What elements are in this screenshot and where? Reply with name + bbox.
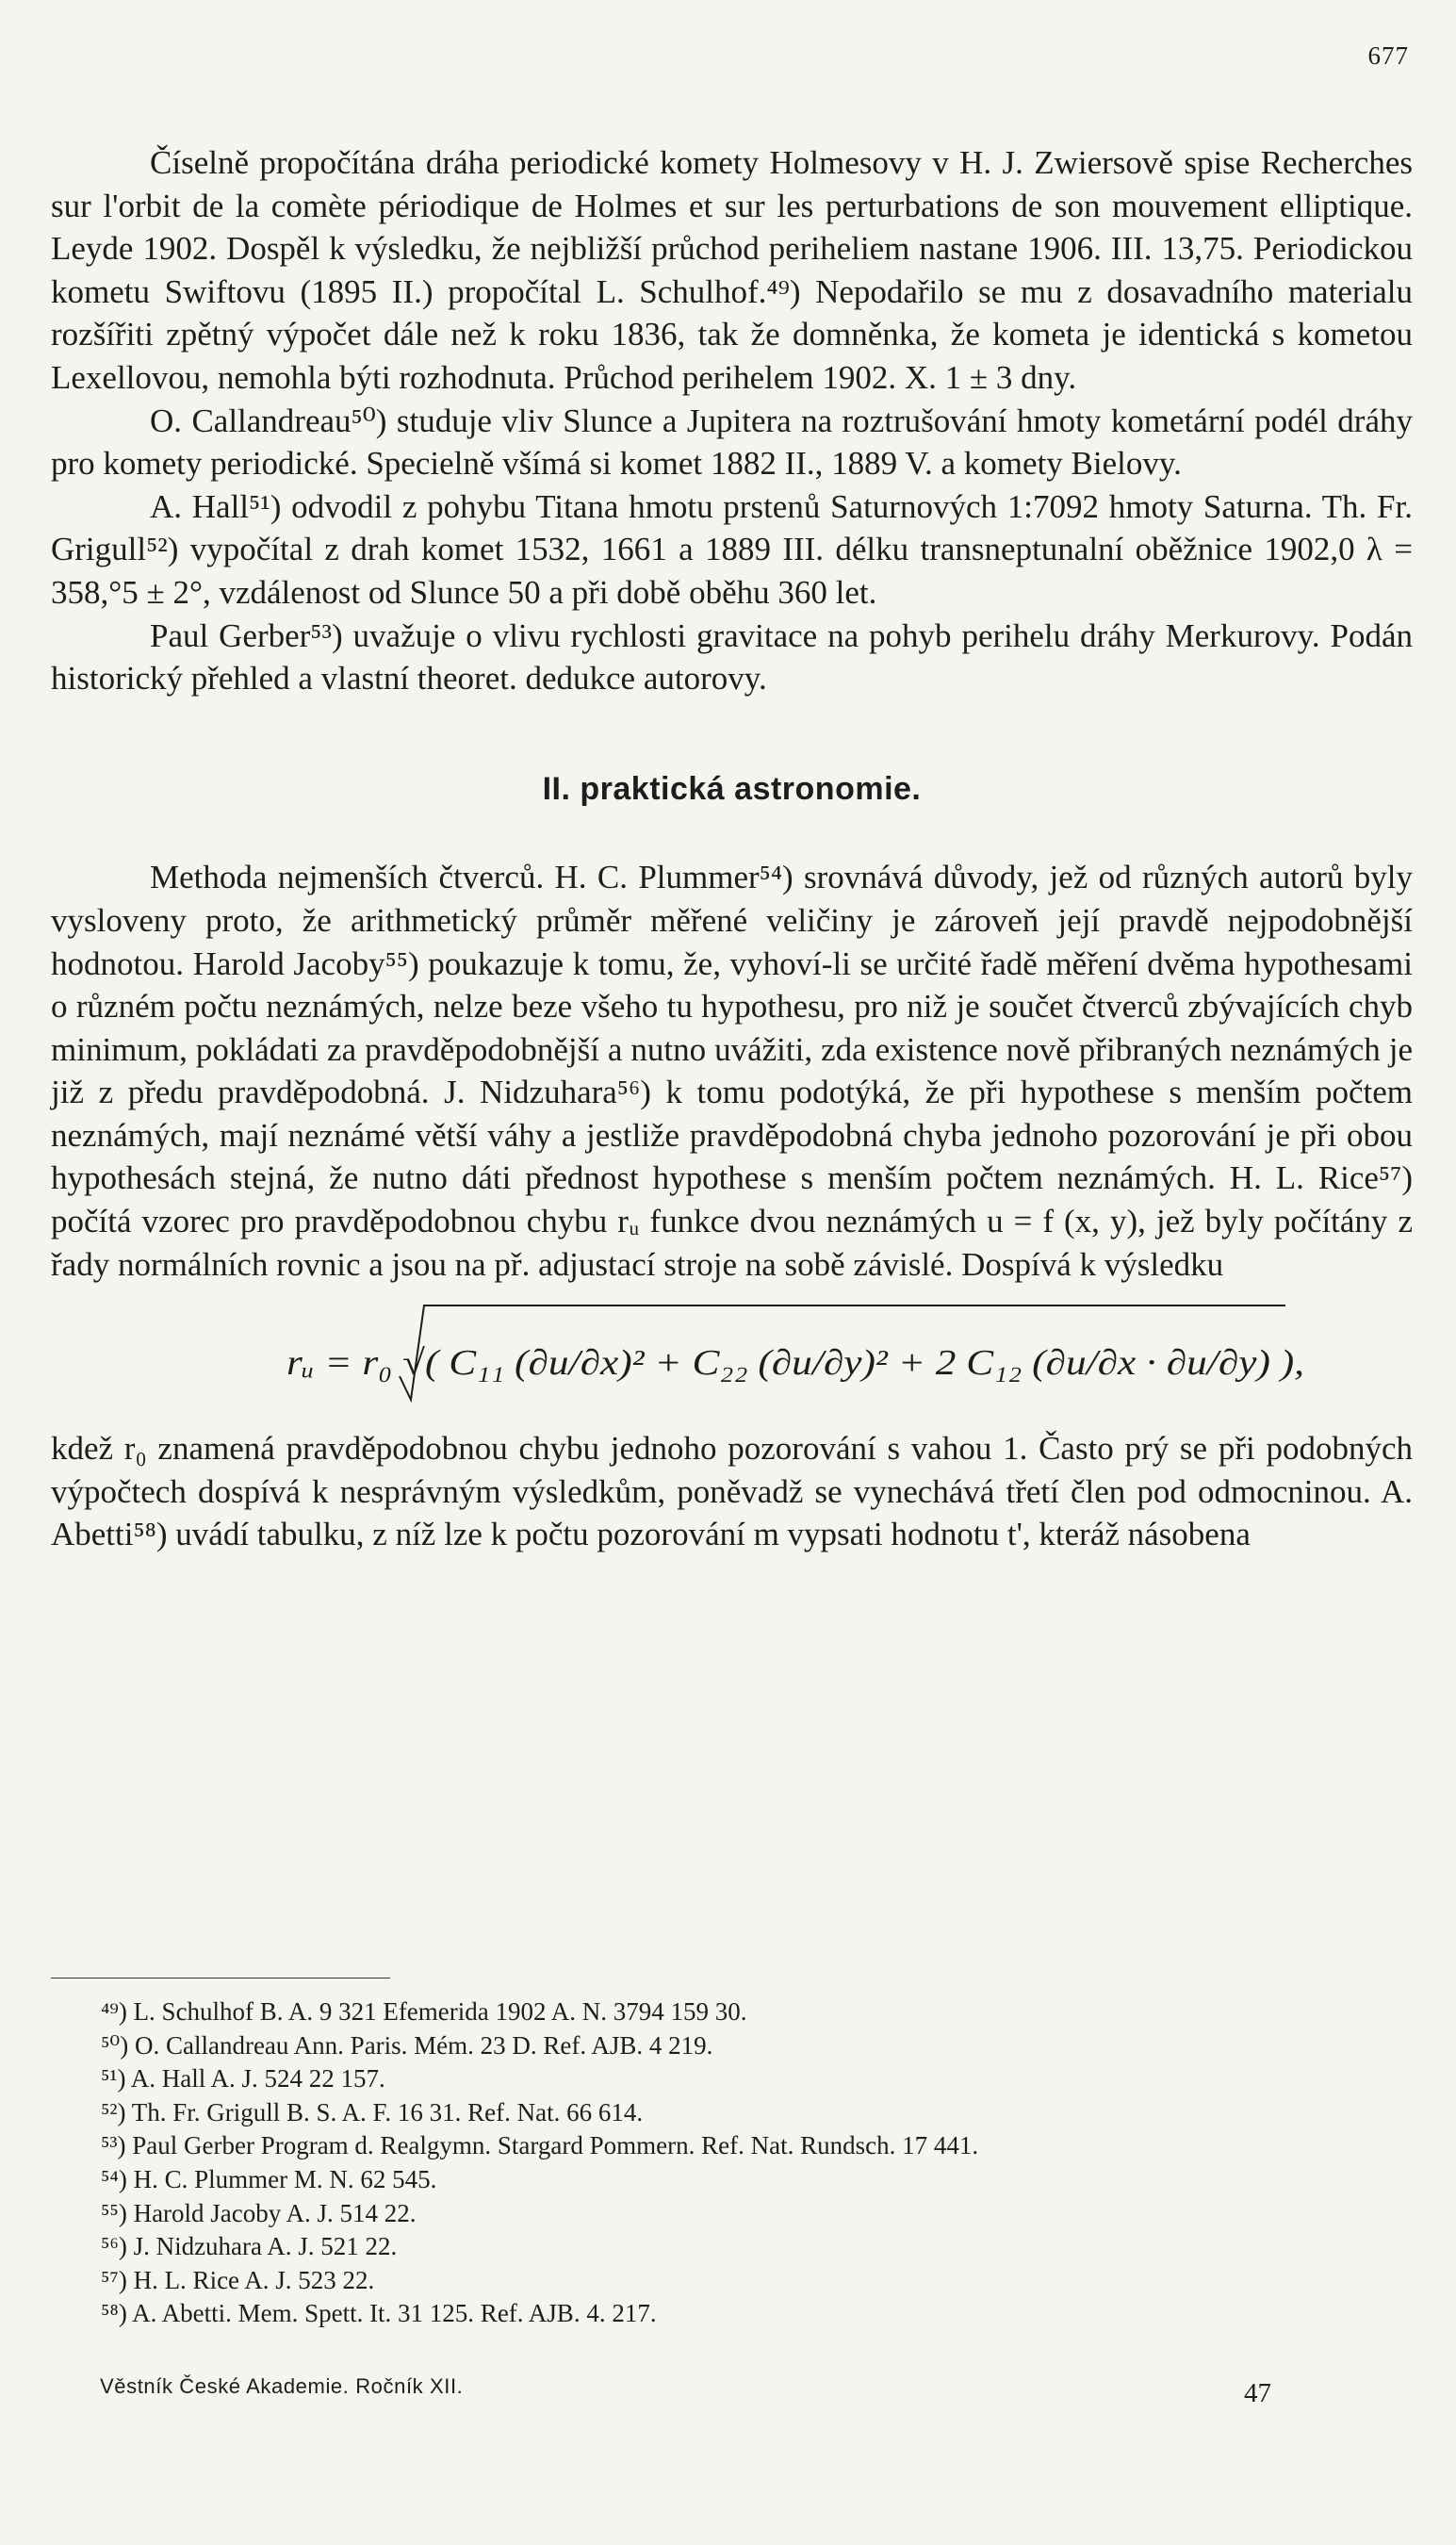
footnote-51: ⁵¹) A. Hall A. J. 524 22 157.: [101, 2064, 385, 2093]
formula-svg: [230, 1291, 1361, 1418]
footnote-54: ⁵⁴) H. C. Plummer M. N. 62 545.: [101, 2164, 437, 2193]
paragraph-least-squares: Methoda nejmenších čtverců. H. C. Plummer⁵⁴) srovnává důvody, jež od různých autorů byly vysloveny proto, že arithmetický průměr měřené veličiny je zároveň její pravdě nejpodobnější hodnotou. Harold Jacoby⁵⁵) poukazuje k tomu, že, vyhoví-li se určité řadě měření dvěma hypothesami o různém počtu neznámých, nelze beze všeho tu hypothesu, pro niž je součet čtverců zbývajících chyb minimum, pokládati za pravděpodobnější a nutno uvážiti, zda existence nově přibraných neznámých je již z předu pravděpodobná. J. Nidzuhara⁵⁶) k tomu podotýká, že při hypothese s menším počtem neznámých, mají neznámé větší váhy a jestliže pravděpodobná chyba jednoho pozorování je při obou hypothesách stejná, že nutno dáti přednost hypothese s menším počtem neznámých. H. L. Rice⁵⁷) počítá vzorec pro pravděpodobnou chybu rᵤ funkce dvou neznámých u = f (x, y), jež byly počítány z řady normálních rovnic a jsou na př. adjustací stroje na sobě závislé. Dospívá k výsledku: [51, 859, 1413, 1283]
paragraph-holmes: Číselně propočítána dráha periodické komety Holmesovy v H. J. Zwiersově spise Recherches sur l'orbit de la comète périodique de Holmes et sur les perturbations de son mouvement elliptique. Leyde 1902. Dospěl k výsledku, že nejbližší průchod periheliem nastane 1906. III. 13,75. Periodickou kometu Swiftovu (1895 II.) propočítal L. Schulhof.⁴⁹) Nepodařilo se mu z dosavadního materialu rozšířiti zpětný výpočet dále než k roku 1836, tak že domněnka, že kometa je identická s kometou Lexellovou, nemohla býti rozhodnuta. Průchod perihelem 1902. X. 1 ± 3 dny.: [51, 144, 1413, 396]
paragraph-callandreau: O. Callandreau⁵⁰) studuje vliv Slunce a Jupitera na roztrušování hmoty kometární podél dráhy pro komety periodické. Specielně všímá si komet 1882 II., 1889 V. a komety Bielovy.: [51, 402, 1413, 483]
paragraph-gerber: Paul Gerber⁵³) uvažuje o vlivu rychlosti gravitace na pohyb perihelu dráhy Merkurovy. Podán historický přehled a vlastní theoret. dedukce autorovy.: [51, 616, 1413, 698]
footnote-52: ⁵²) Th. Fr. Grigull B. S. A. F. 16 31. Ref. Nat. 66 614.: [101, 2097, 644, 2126]
footnote-58: ⁵⁸) A. Abetti. Mem. Spett. It. 31 125. Ref. AJB. 4. 217.: [101, 2299, 657, 2328]
main-text: [51, 141, 1413, 1556]
footnote-55: ⁵⁵) Harold Jacoby A. J. 514 22.: [101, 2198, 417, 2227]
footnote-rule: [51, 1978, 390, 1979]
footnote-56: ⁵⁶) J. Nidzuhara A. J. 521 22.: [101, 2232, 398, 2261]
footnote-57: ⁵⁷) H. L. Rice A. J. 523 22.: [101, 2265, 375, 2294]
footer-journal: Věstník České Akademie. Ročník XII.: [100, 2374, 464, 2398]
formula-text: rᵤ = r₀ √( C₁₁ (∂u/∂x)² + C₂₂ (∂u/∂y)² + 2 C₁₂ (∂u/∂x · ∂u/∂y) ),: [286, 1343, 1304, 1384]
footnote-49: ⁴⁹) L. Schulhof B. A. 9 321 Efemerida 1902 A. N. 3794 159 30.: [101, 1997, 747, 2026]
footnotes: [51, 1995, 1413, 2331]
footer-sheet-number: 47: [1244, 2378, 1271, 2408]
section-heading: II. praktická astronomie.: [542, 770, 922, 807]
footnote-53: ⁵³) Paul Gerber Program d. Realgymn. Stargard Pommern. Ref. Nat. Rundsch. 17 441.: [101, 2131, 979, 2160]
page-number: 677: [1367, 41, 1409, 70]
paragraph-abetti: kdež r₀ znamená pravděpodobnou chybu jednoho pozorování s vahou 1. Často prý se při podobných výpočtech dospívá k nesprávným výsledkům, poněvadž se vynechává třetí člen pod odmocninou. A. Abetti⁵⁸) uvádí tabulku, z níž lze k počtu pozorování m vypsati hodnotu t', kteráž násobena: [51, 1430, 1413, 1553]
error-formula: [51, 1291, 1413, 1418]
paragraph-hall: A. Hall⁵¹) odvodil z pohybu Titana hmotu prstenů Saturnových 1:7092 hmoty Saturna. Th. Fr. Grigull⁵²) vypočítal z drah komet 1532, 1661 a 1889 III. délku transneptunalní oběžnice 1902,0 λ = 358,°5 ± 2°, vzdálenost od Slunce 50 a při době oběhu 360 let.: [51, 487, 1413, 611]
footnote-50: ⁵⁰) O. Callandreau Ann. Paris. Mém. 23 D. Ref. AJB. 4 219.: [101, 2030, 713, 2060]
